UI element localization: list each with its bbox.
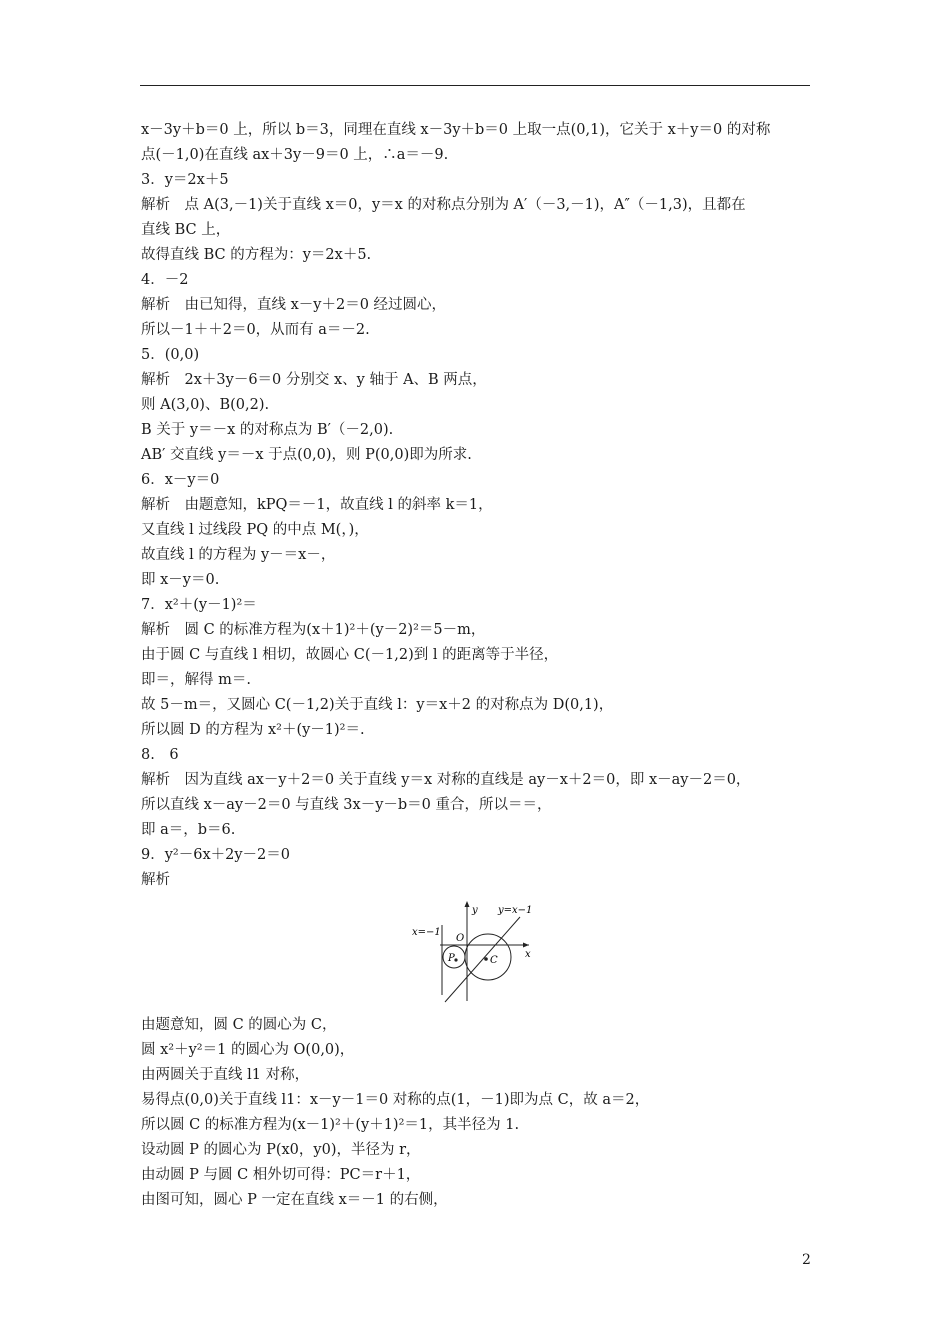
label-line: y=x−1 <box>498 905 533 916</box>
text-line: B 关于 y＝－x 的对称点为 B′（－2,0). <box>141 422 394 438</box>
text-line: 解析 点 A(3,－1)关于直线 x＝0，y＝x 的对称点分别为 A′（－3,－1)，A″（－1,3)，且都在 <box>141 197 746 213</box>
coordinate-diagram <box>412 897 542 1007</box>
label-p: P <box>448 953 455 964</box>
header-rule <box>140 85 810 86</box>
answer-3: 3．y＝2x＋5 <box>141 172 229 188</box>
text-line: 解析 由已知得，直线 x－y＋2＝0 经过圆心， <box>141 297 447 313</box>
text-line: 即 x－y＝0. <box>141 572 220 588</box>
answer-6: 6．x－y＝0 <box>141 472 220 488</box>
text-line: 由动圆 P 与圆 C 相外切可得：PC＝r＋1， <box>141 1167 421 1183</box>
text-line: 所以直线 x－ay－2＝0 与直线 3x－y－b＝0 重合，所以＝＝， <box>141 797 552 813</box>
text-line: 故得直线 BC 的方程为：y＝2x＋5. <box>141 247 372 263</box>
x-axis-arrow <box>523 943 529 948</box>
text-line: 解析 因为直线 ax－y＋2＝0 关于直线 y＝x 对称的直线是 ay－x＋2＝0，即 x－ay－2＝0， <box>141 772 751 788</box>
text-line: 圆 x²＋y²＝1 的圆心为 O(0,0)， <box>141 1042 355 1058</box>
y-axis-arrow <box>465 901 470 907</box>
text-line: 故直线 l 的方程为 y－＝x－， <box>141 547 336 563</box>
text-line: 由于圆 C 与直线 l 相切，故圆心 C(－1,2)到 l 的距离等于半径， <box>141 647 559 663</box>
text-line: 由两圆关于直线 l1 对称， <box>141 1067 310 1083</box>
answer-9: 9．y²－6x＋2y－2＝0 <box>141 847 290 863</box>
text-line: 所以圆 D 的方程为 x²＋(y－1)²＝. <box>141 722 365 738</box>
center-p-dot <box>454 958 457 961</box>
text-line: 又直线 l 过线段 PQ 的中点 M(，)， <box>141 522 369 538</box>
text-line: 故 5－m＝，又圆心 C(－1,2)关于直线 l：y＝x＋2 的对称点为 D(0,1)， <box>141 697 614 713</box>
circle-c <box>465 934 511 980</box>
text-line: 解析 圆 C 的标准方程为(x＋1)²＋(y－2)²＝5－m， <box>141 622 486 638</box>
text-line: 由题意知，圆 C 的圆心为 C， <box>141 1017 337 1033</box>
text-line: AB′ 交直线 y＝－x 于点(0,0)，则 P(0,0)即为所求. <box>141 447 472 463</box>
label-c: C <box>490 955 498 966</box>
text-line: 点(－1,0)在直线 ax＋3y－9＝0 上，∴a＝－9. <box>141 147 449 163</box>
answer-8: 8. 6 <box>141 747 179 763</box>
circle-figure <box>141 897 811 1007</box>
text-line: 直线 BC 上， <box>141 222 231 238</box>
text-line: 由图可知，圆心 P 一定在直线 x＝－1 的右侧， <box>141 1192 448 1208</box>
answer-5: 5．(0,0) <box>141 347 200 363</box>
text-line: 解析 2x＋3y－6＝0 分别交 x、y 轴于 A、B 两点， <box>141 372 487 388</box>
text-line: 则 A(3,0)、B(0,2). <box>141 397 270 413</box>
text-line: 解析 <box>141 872 170 888</box>
text-line: 所以－1＋＋2＝0，从而有 a＝－2. <box>141 322 370 338</box>
text-line: 即＝，解得 m＝. <box>141 672 251 688</box>
answer-7: 7．x²＋(y－1)²＝ <box>141 597 257 613</box>
text-line: 易得点(0,0)关于直线 l1：x－y－1＝0 对称的点(1，－1)即为点 C，故 a＝2， <box>141 1092 650 1108</box>
text-line: 所以圆 C 的标准方程为(x－1)²＋(y＋1)²＝1，其半径为 1. <box>141 1117 520 1133</box>
label-y: y <box>472 905 478 916</box>
text-line: 设动圆 P 的圆心为 P(x0，y0)，半径为 r， <box>141 1142 421 1158</box>
document-body <box>141 118 811 1213</box>
text-line: x－3y＋b＝0 上，所以 b＝3，同理在直线 x－3y＋b＝0 上取一点(0,1)，它关于 x＋y＝0 的对称 <box>141 122 771 138</box>
answer-4: 4．－2 <box>141 272 189 288</box>
label-vline: x=−1 <box>412 927 441 938</box>
label-x: x <box>525 949 531 960</box>
text-line: 即 a＝，b＝6. <box>141 822 236 838</box>
text-line: 解析 由题意知，kPQ＝－1，故直线 l 的斜率 k＝1， <box>141 497 493 513</box>
page-number: 2 <box>802 1252 811 1268</box>
label-origin: O <box>456 933 465 944</box>
center-c-dot <box>484 957 488 961</box>
